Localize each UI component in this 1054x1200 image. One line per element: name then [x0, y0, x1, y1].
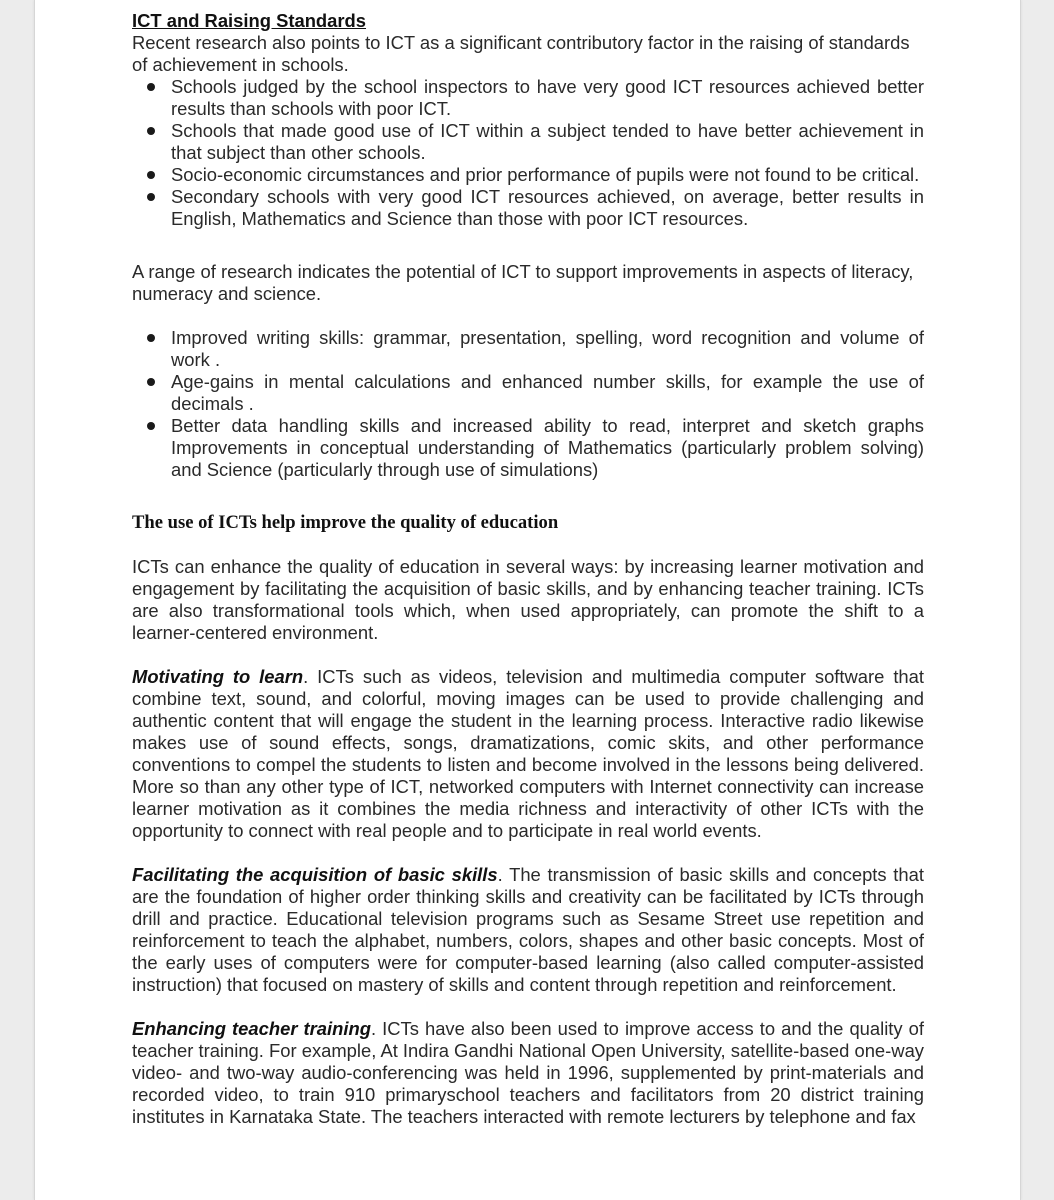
- document-page: [34, 0, 1021, 1200]
- paragraph-basic-skills: [132, 864, 924, 996]
- paragraph-lead: Motivating to learn: [132, 666, 304, 687]
- section-heading-quality-education: The use of ICTs help improve the quality of education: [132, 512, 559, 533]
- section2-intro: A range of research indicates the potential of ICT to support improvements in aspects of literacy, numeracy and science.: [132, 261, 914, 304]
- list-item: Schools that made good use of ICT within a subject tended to have better achievement in that subject than other schools.: [171, 120, 924, 163]
- paragraph-teacher-training: [132, 1018, 924, 1128]
- list-item: Improved writing skills: grammar, presentation, spelling, word recognition and volume of work .: [171, 327, 924, 370]
- document-body: [132, 10, 924, 1128]
- paragraph-text: . ICTs such as videos, television and multimedia computer software that combine text, sound, and colorful, moving images can be used to provide challenging and authentic content that will engage the student in the learning process. Interactive radio likewise makes use of sound effects, songs, dramatizations, comic skits, and other performance conventions to compel the students to listen and become involved in the lessons being delivered. More so than any other type of ICT, networked computers with Internet connectivity can increase learner motivation as it combines the media richness and interactivity of other ICTs with the opportunity to connect with real people and to participate in real world events.: [132, 666, 924, 841]
- paragraph-lead: Facilitating the acquisition of basic skills: [132, 864, 498, 885]
- paragraph-motivating: [132, 666, 924, 842]
- list-item: Socio-economic circumstances and prior performance of pupils were not found to be critical.: [171, 164, 924, 186]
- list-item: Schools judged by the school inspectors to have very good ICT resources achieved better results than schools with poor ICT.: [171, 76, 924, 119]
- list-item: Secondary schools with very good ICT resources achieved, on average, better results in English, Mathematics and Science than those with poor ICT resources.: [171, 186, 924, 229]
- section1-intro: Recent research also points to ICT as a significant contributory factor in the raising of standards of achievement in schools.: [132, 32, 910, 75]
- section2-bullet-list: [132, 327, 924, 481]
- list-item: Age-gains in mental calculations and enhanced number skills, for example the use of decimals .: [171, 371, 924, 414]
- section3-intro: ICTs can enhance the quality of education in several ways: by increasing learner motivation and engagement by facilitating the acquisition of basic skills, and by enhancing teacher training. ICTs are also transformational tools which, when used appropriately, can promote the shift to a learner-centered environment.: [132, 556, 924, 643]
- section-heading-ict-standards: ICT and Raising Standards: [132, 10, 367, 31]
- paragraph-text: . The transmission of basic skills and concepts that are the foundation of higher order thinking skills and creativity can be facilitated by ICTs through drill and practice. Educational television programs such as Sesame Street use repetition and reinforcement to teach the alphabet, numbers, colors, shapes and other basic concepts. Most of the early uses of computers were for computer-based learning (also called computer-assisted instruction) that focused on mastery of skills and content through repetition and reinforcement.: [132, 864, 924, 995]
- paragraph-text: . ICTs have also been used to improve access to and the quality of teacher training. For example, At Indira Gandhi National Open University, satellite-based one-way video- and two-way audio-conferencing was held in 1996, supplemented by print-materials and recorded video, to train 910 primaryschool teachers and facilitators from 20 district training institutes in Karnataka State. The teachers interacted with remote lecturers by telephone and fax: [132, 1018, 925, 1127]
- paragraph-lead: Enhancing teacher training: [132, 1018, 371, 1039]
- list-item: Better data handling skills and increased ability to read, interpret and sketch graphs Improvements in conceptual understanding of Mathematics (particularly problem solving) and Science (particularly through use of simulations): [171, 415, 924, 480]
- section1-bullet-list: [132, 76, 924, 230]
